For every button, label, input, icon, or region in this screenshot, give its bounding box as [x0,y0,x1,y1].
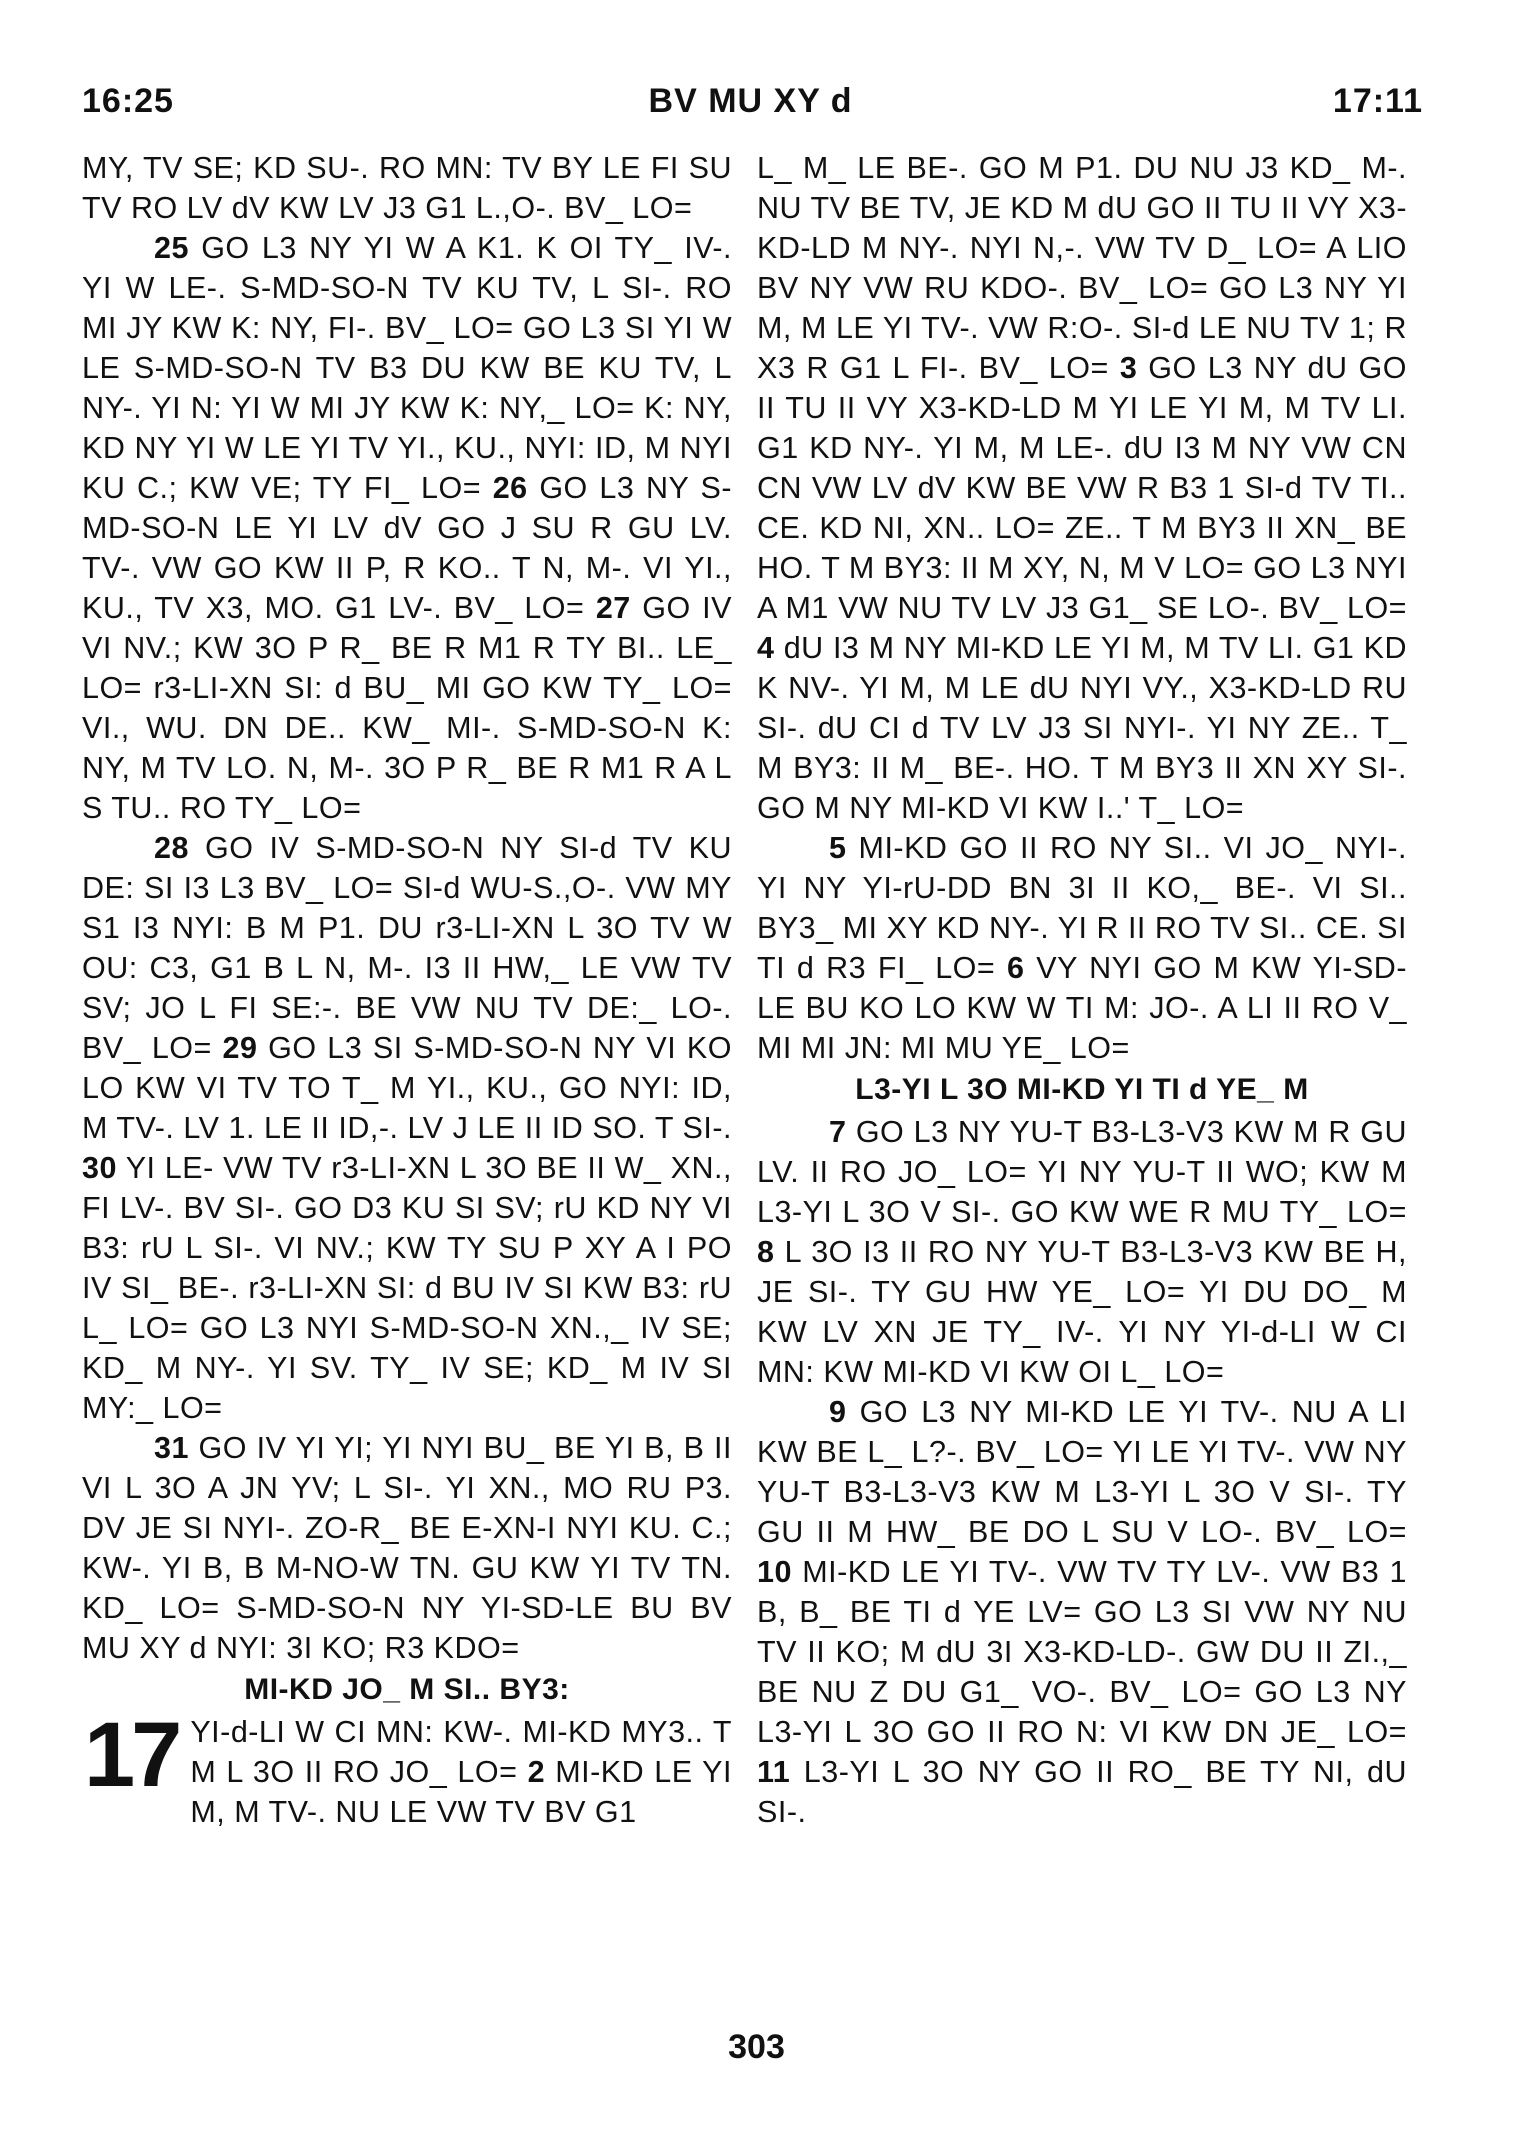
verse-number: 3 [1119,351,1138,385]
paragraph [82,1428,732,1668]
running-header [78,78,1423,128]
section-heading: L3-YI L 3O MI-KD YI TI d YE_ M [855,1073,1309,1106]
verse-text: GO L3 NY MI-KD LE YI TV-. NU A LI KW BE L_ L?-. BV_ LO= YI LE YI TV-. VW NY YU-T B3-L3-V3 KW M L3-YI L 3O V SI-. TY GU II M HW_ BE DO L SU V LO-. BV_ LO= [757,1395,1407,1549]
verse-number: 7 [829,1115,847,1149]
verse-number: 31 [154,1431,189,1465]
verse-text: GO IV VI NV.; KW 3O P R_ BE R M1 R TY BI.. LE_ LO= r3-LI-XN SI: d BU_ MI GO KW TY_ LO= VI., WU. DN DE.. KW_ MI-. S-MD-SO-N K: NY, M TV LO. N, M-. 3O P R_ BE R M1 R A L S TU.. RO TY_ LO= [82,591,732,825]
verse-text: YI-d-LI W CI MN: KW-. MI-KD MY3.. T M L 3O II RO JO_ LO= [190,1715,732,1789]
verse-text: GO L3 SI S-MD-SO-N NY VI KO LO KW VI TV TO T_ M YI., KU., GO NYI: ID, M TV-. LV 1. LE II ID,-. LV J LE II ID SO. T SI-. [82,1031,732,1145]
verse-number: 6 [1006,951,1025,985]
verse-text: L3-YI L 3O NY GO II RO_ BE TY NI, dU SI-. [757,1755,1407,1829]
verse-number: 25 [154,231,189,265]
verse-text: MI-KD GO II RO NY SI.. VI JO_ NYI-. YI NY YI-rU-DD BN 3I II KO,_ BE-. VI SI.. BY3_ MI XY KD NY-. YI R II RO TV SI.. CE. SI TI d R3 FI_ LO= [757,831,1407,985]
paragraph [82,1704,733,1832]
verse-number: 11 [757,1755,791,1789]
verse-number: 8 [757,1235,775,1269]
verse-number: 10 [757,1555,792,1589]
verse-number: 30 [82,1151,117,1185]
verse-number: 9 [829,1395,847,1429]
paragraph [757,1392,1407,1832]
verse-text: VY NYI GO M KW YI-SD-LE BU KO LO KW W TI M: JO-. A LI II RO V_ MI MI JN: MI MU YE_ LO= [757,951,1407,1065]
verse-number: 29 [222,1031,258,1065]
paragraph [757,1112,1407,1392]
header-book-title: BV MU XY d [648,82,853,120]
left-column [82,148,732,1832]
header-right-reference: 17:11 [1332,82,1423,120]
verse-text: GO L3 NY dU GO II TU II VY X3-KD-LD M YI LE YI M, M TV LI. G1 KD NY-. YI M, M LE-. dU I3 M NY VW CN CN VW LV dV KW BE VW R B3 1 SI-d TV TI.. CE. KD NI, XN.. LO= ZE.. T M BY3 II XN_ BE HO. T M BY3: II M XY, N, M V LO= GO L3 NYI A M1 VW NU TV LV J3 G1_ SE LO-. BV_ LO= [757,351,1407,625]
verse-text: YI LE- VW TV r3-LI-XN L 3O BE II W_ XN., FI LV-. BV SI-. GO D3 KU SI SV; rU KD NY VI B3: rU L SI-. VI NV.; KW TY SU P XY A I PO IV SI_ BE-. r3-LI-XN SI: d BU IV SI KW B3: rU L_ LO= GO L3 NYI S-MD-SO-N XN.,_ IV SE; KD_ M NY-. YI SV. TY_ IV SE; KD_ M IV SI MY:_ LO= [82,1151,732,1425]
paragraph [757,148,1407,828]
verse-text: dU I3 M NY MI-KD LE YI M, M TV LI. G1 KD K NV-. YI M, M LE dU NYI VY., X3-KD-LD RU SI-. dU CI d TV LV J3 SI NYI-. YI NY ZE.. T_ M BY3: II M_ BE-. HO. T M BY3 II XN XY SI-. GO M NY MI-KD VI KW I..' T_ LO= [757,631,1407,825]
verse-text: GO IV YI YI; YI NYI BU_ BE YI B, B II VI L 3O A JN YV; L SI-. YI XN., MO RU P3. DV JE SI NYI-. ZO-R_ BE E-XN-I NYI KU. C.; KW-. YI B, B M-NO-W TN. GU KW YI TV TN. KD_ LO= S-MD-SO-N NY YI-SD-LE BU BV MU XY d NYI: 3I KO; R3 KDO= [82,1431,732,1665]
section-heading: MI-KD JO_ M SI.. BY3: [244,1673,570,1706]
verse-text: MI-KD LE YI M, M TV-. NU LE VW TV BV G1 [190,1755,733,1829]
paragraph: MY, TV SE; KD SU-. RO MN: TV BY LE FI SU TV RO LV dV KW LV J3 G1 L.,O-. BV_ LO= [82,151,732,225]
verse-text: GO IV S-MD-SO-N NY SI-d TV KU DE: SI I3 L3 BV_ LO= SI-d WU-S.,O-. VW MY S1 I3 NYI: B M P1. DU r3-LI-XN L 3O TV W OU: C3, G1 B L N, M-. I3 II HW,_ LE VW TV SV; JO L FI SE:-. BE VW NU TV DE:_ LO-. BV_ LO= [82,831,732,1065]
page-number: 303 [728,2028,785,2066]
chapter-number: 17 [84,1704,179,1806]
paragraph [82,228,732,828]
right-column [757,148,1407,1832]
verse-number: 26 [492,471,528,505]
chapter-start [82,1704,733,1832]
paragraph [757,828,1407,1068]
verse-number: 28 [154,831,189,865]
paragraph [82,828,732,1428]
verse-number: 2 [527,1755,546,1789]
verse-text: L 3O I3 II RO NY YU-T B3-L3-V3 KW BE H, JE SI-. TY GU HW YE_ LO= YI DU DO_ M KW LV XN JE TY_ IV-. YI NY YI-d-LI W CI MN: KW MI-KD VI KW OI L_ LO= [757,1235,1407,1389]
verse-text: L_ M_ LE BE-. GO M P1. DU NU J3 KD_ M-. NU TV BE TV, JE KD M dU GO II TU II VY X3-KD-LD M NY-. NYI N,-. VW TV D_ LO= A LIO BV NY VW RU KDO-. BV_ LO= GO L3 NY YI M, M LE YI TV-. VW R:O-. SI-d LE NU TV 1; R X3 R G1 L FI-. BV_ LO= [757,151,1407,385]
verse-number: 4 [757,631,775,665]
verse-text: GO L3 NY YU-T B3-L3-V3 KW M R GU LV. II RO JO_ LO= YI NY YU-T II WO; KW M L3-YI L 3O V SI-. GO KW WE R MU TY_ LO= [757,1115,1407,1229]
header-left-reference: 16:25 [82,82,174,120]
verse-text: GO L3 NY S-MD-SO-N LE YI LV dV GO J SU R GU LV. TV-. VW GO KW II P, R KO.. T N, M-. VI YI., KU., TV X3, MO. G1 LV-. BV_ LO= [82,471,732,625]
verse-number: 27 [595,591,631,625]
verse-number: 5 [829,831,847,865]
verse-text: MI-KD LE YI TV-. VW TV TY LV-. VW B3 1 B, B_ BE TI d YE LV= GO L3 SI VW NY NU TV II KO; M dU 3I X3-KD-LD-. GW DU II ZI.,_ BE NU Z DU G1_ VO-. BV_ LO= GO L3 NY L3-YI L 3O GO II RO N: VI KW DN JE_ LO= [757,1555,1407,1749]
verse-text: GO L3 NY YI W A K1. K OI TY_ IV-. YI W LE-. S-MD-SO-N TV KU TV, L SI-. RO MI JY KW K: NY, FI-. BV_ LO= GO L3 SI YI W LE S-MD-SO-N TV B3 DU KW BE KU TV, L NY-. YI N: YI W MI JY KW K: NY,_ LO= K: NY, KD NY YI W LE YI TV YI., KU., NYI: ID, M NYI KU C.; KW VE; TY FI_ LO= [82,231,732,505]
